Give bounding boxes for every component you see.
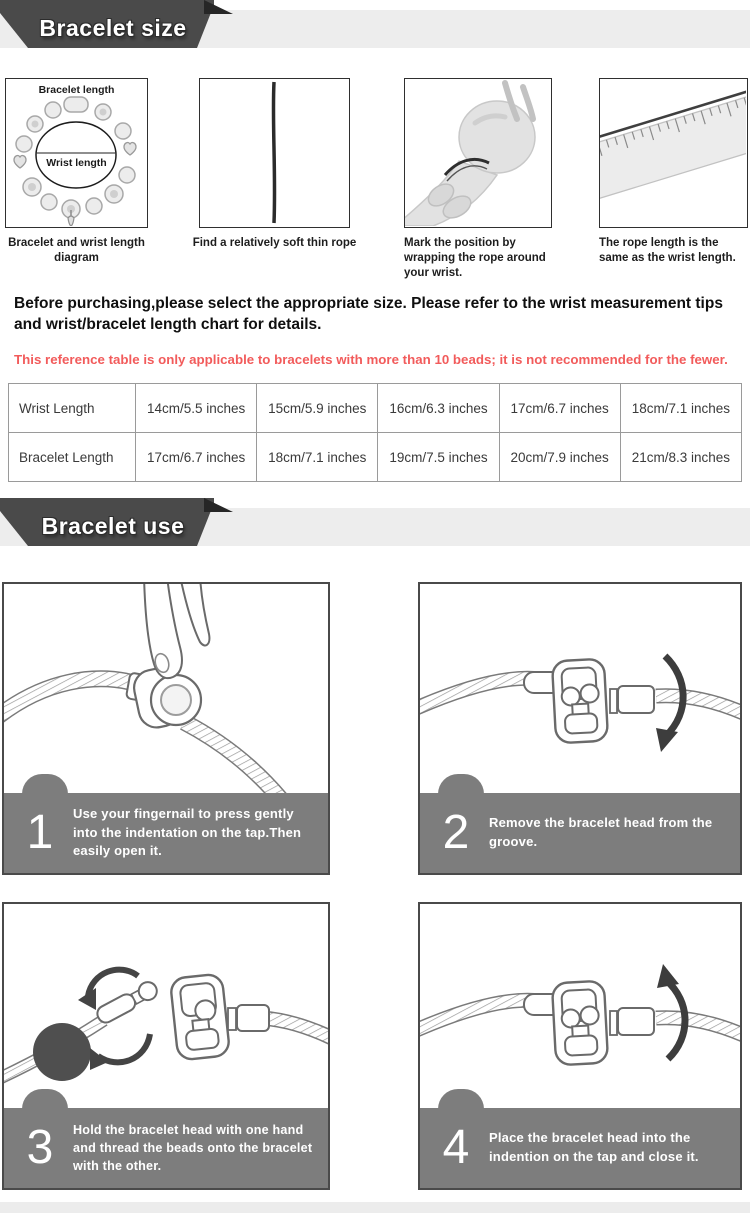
bracelet-diagram-box bbox=[5, 78, 148, 228]
bracelet-diagram-illustration bbox=[6, 79, 146, 226]
step-number: 1 bbox=[26, 806, 54, 859]
section-title-size: Bracelet size bbox=[39, 15, 187, 41]
bracelet-length-label: Bracelet length bbox=[38, 84, 115, 96]
step-number: 4 bbox=[442, 1121, 470, 1174]
table-row bbox=[9, 384, 742, 433]
wrist-measure-illustration bbox=[405, 79, 550, 226]
size-table bbox=[8, 383, 742, 482]
wrist-measure-box bbox=[404, 78, 552, 228]
step-number: 3 bbox=[26, 1121, 54, 1174]
rope-illustration bbox=[200, 79, 348, 226]
measure-step-4 bbox=[599, 78, 748, 264]
rotate-arrow-icon bbox=[98, 1034, 150, 1062]
step-text: Place the bracelet head into the indention on the tap and close it. bbox=[489, 1130, 699, 1164]
table-cell: 15cm/5.9 inches bbox=[257, 384, 378, 433]
measure-caption-1: Bracelet and wrist length diagram bbox=[8, 237, 145, 264]
step-1-illustration bbox=[4, 584, 328, 793]
bead-icon bbox=[33, 1023, 91, 1081]
table-cell: 17cm/6.7 inches bbox=[499, 384, 620, 433]
table-cell: 14cm/5.5 inches bbox=[136, 384, 257, 433]
measure-step-1 bbox=[5, 78, 148, 264]
ruler-illustration bbox=[600, 79, 746, 226]
intro-text: Before purchasing,please select the appropriate size. Please refer to the wrist measurement tips and wrist/bracelet length chart for details. bbox=[14, 295, 723, 334]
bracelet-size-banner bbox=[0, 0, 245, 54]
step-3-illustration bbox=[4, 904, 328, 1108]
table-cell: 18cm/7.1 inches bbox=[257, 433, 378, 482]
step-4-illustration bbox=[420, 904, 740, 1108]
step-number: 2 bbox=[442, 806, 470, 859]
step-text: Hold the bracelet head with one hand and thread the beads onto the bracelet with the other. bbox=[73, 1122, 313, 1174]
bottom-divider bbox=[0, 1202, 750, 1213]
measure-step-2 bbox=[192, 78, 357, 249]
table-cell: 16cm/6.3 inches bbox=[378, 384, 499, 433]
use-step-3-panel bbox=[2, 902, 330, 1190]
measure-caption-4: The rope length is the same as the wrist length. bbox=[599, 237, 736, 264]
measure-caption-2: Find a relatively soft thin rope bbox=[192, 237, 357, 249]
step-2-caption-bar bbox=[420, 793, 740, 873]
wrist-length-label: Wrist length bbox=[46, 157, 107, 169]
rope-box bbox=[199, 78, 350, 228]
section-title-use: Bracelet use bbox=[41, 513, 185, 539]
step-2-illustration bbox=[420, 584, 740, 793]
step-text: Use your fingernail to press gently into the indentation on the tap.Then easily open it. bbox=[73, 805, 302, 859]
bracelet-use-banner bbox=[0, 498, 245, 552]
measure-caption-3: Mark the position by wrapping the rope around your wrist. bbox=[404, 237, 546, 279]
measure-step-3 bbox=[404, 78, 552, 279]
table-cell: 17cm/6.7 inches bbox=[136, 433, 257, 482]
row-label: Wrist Length bbox=[9, 384, 136, 433]
use-step-2-panel bbox=[418, 582, 742, 875]
table-cell: 21cm/8.3 inches bbox=[620, 433, 741, 482]
ruler-box bbox=[599, 78, 748, 228]
step-4-caption-bar bbox=[420, 1108, 740, 1188]
use-step-4-panel bbox=[418, 902, 742, 1190]
table-row bbox=[9, 433, 742, 482]
table-cell: 20cm/7.9 inches bbox=[499, 433, 620, 482]
reference-note: This reference table is only applicable to bracelets with more than 10 beads; it is not recommended for the fewer. bbox=[14, 352, 728, 367]
step-text: Remove the bracelet head from the groove. bbox=[489, 815, 713, 849]
table-cell: 18cm/7.1 inches bbox=[620, 384, 741, 433]
step-3-caption-bar bbox=[4, 1108, 328, 1188]
use-step-1-panel bbox=[2, 582, 330, 875]
step-1-caption-bar bbox=[4, 793, 328, 873]
row-label: Bracelet Length bbox=[9, 433, 136, 482]
table-cell: 19cm/7.5 inches bbox=[378, 433, 499, 482]
